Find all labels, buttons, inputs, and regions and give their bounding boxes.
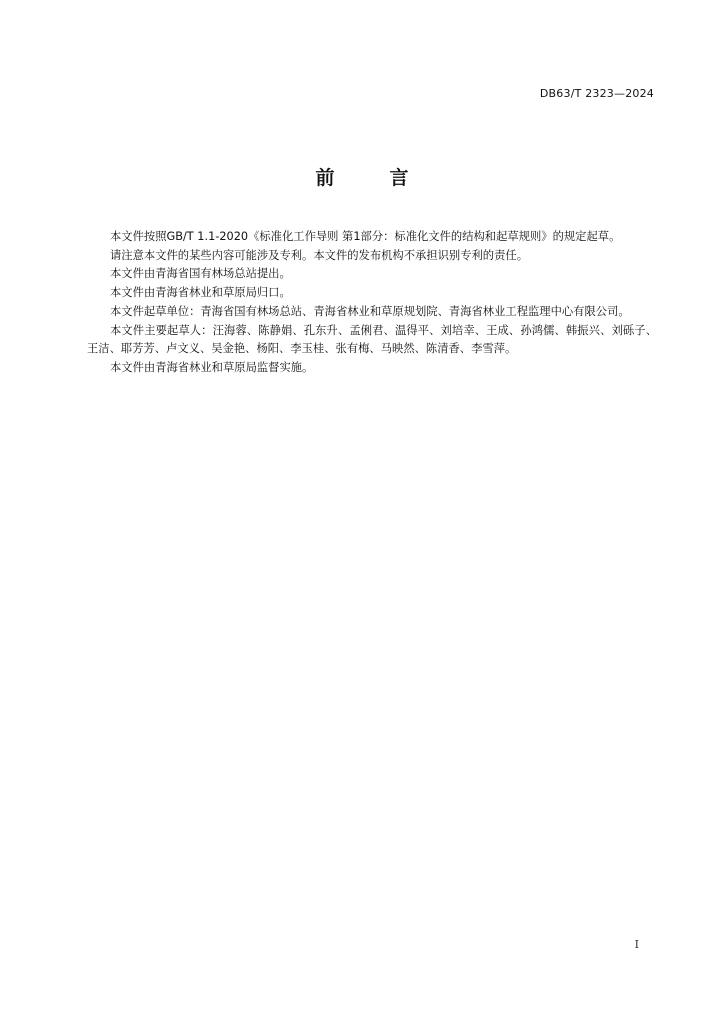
paragraph-drafters: 本文件主要起草人：汪海蓉、陈静娟、孔东升、孟俐君、温得平、刘培幸、王成、孙鸿儒、韩振兴、刘砾子、王洁、耶芳芳、卢文义、吴金艳、杨阳、李玉桂、张有梅、马映然、陈清香、李雪萍。 bbox=[87, 323, 657, 356]
foreword-body bbox=[87, 228, 657, 378]
paragraph-proposer: 本文件由青海省国有林场总站提出。 bbox=[110, 267, 291, 281]
page-number: I bbox=[634, 938, 639, 951]
paragraph-standard-basis: 本文件按照GB/T 1.1-2020《标准化工作导则 第1部分：标准化文件的结构和起草规则》的规定起草。 bbox=[110, 230, 621, 243]
paragraph-patent-notice: 请注意本文件的某些内容可能涉及专利。本文件的发布机构不承担识别专利的责任。 bbox=[110, 248, 528, 262]
document-code: DB63/T 2323—2024 bbox=[539, 87, 654, 100]
paragraph-drafting-units: 本文件起草单位：青海省国有林场总站、青海省林业和草原规划院、青海省林业工程监理中心有限公司。 bbox=[110, 304, 630, 318]
paragraph-administrator: 本文件由青海省林业和草原局归口。 bbox=[110, 286, 291, 300]
page-title: 前 言 bbox=[315, 167, 427, 189]
paragraph-supervisor: 本文件由青海省林业和草原局监督实施。 bbox=[110, 360, 314, 374]
